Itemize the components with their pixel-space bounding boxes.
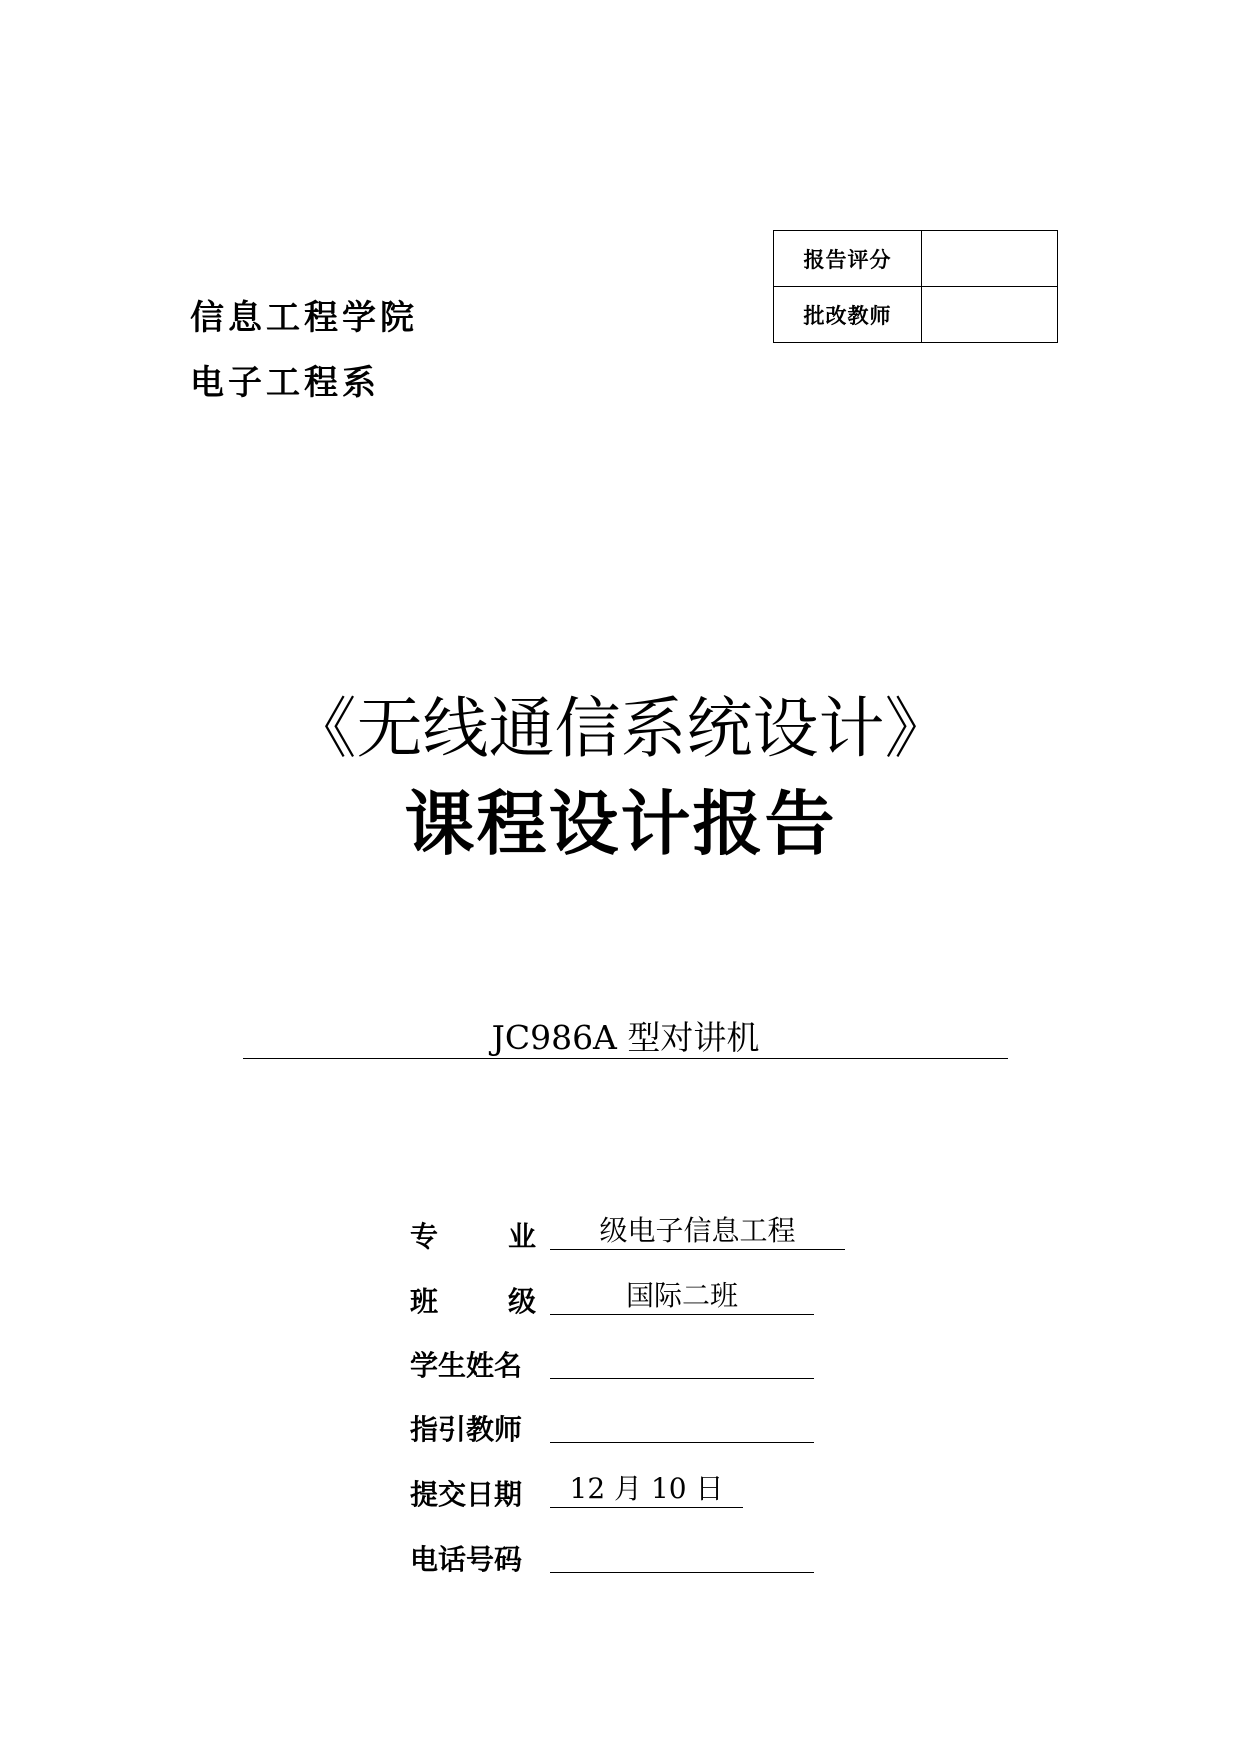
- score-table: [773, 230, 1058, 343]
- major-label-char-1: 专: [410, 1220, 439, 1253]
- reviewer-label: 批改教师: [774, 287, 922, 343]
- college-name: 信息工程学院: [190, 298, 418, 338]
- submit-date-label: 提交日期: [410, 1478, 523, 1511]
- report-title: 课程设计报告: [404, 783, 837, 865]
- submit-date-field: 12 月 10 日: [550, 1473, 743, 1508]
- reviewer-value: [922, 287, 1058, 343]
- phone-label: 电话号码: [410, 1543, 523, 1576]
- class-field: 国际二班: [550, 1280, 814, 1315]
- major-label: [410, 1215, 536, 1255]
- course-title: 《无线通信系统设计》: [290, 690, 951, 767]
- phone-field: [550, 1538, 814, 1573]
- department-name: 电子工程系: [190, 363, 380, 403]
- student-name-label: 学生姓名: [410, 1349, 523, 1382]
- advisor-field: [550, 1408, 814, 1443]
- project-topic: JC986A 型对讲机: [243, 1018, 1008, 1059]
- class-label: [410, 1280, 536, 1320]
- major-field: 级电子信息工程: [550, 1215, 845, 1250]
- reviewer-row: [774, 287, 1058, 343]
- score-row: [774, 231, 1058, 287]
- class-label-char-1: 班: [410, 1285, 439, 1318]
- student-name-field: [550, 1344, 814, 1379]
- score-value: [922, 231, 1058, 287]
- advisor-label: 指引教师: [410, 1413, 523, 1446]
- score-label: 报告评分: [774, 231, 922, 287]
- major-label-char-2: 业: [507, 1220, 536, 1253]
- class-label-char-2: 级: [507, 1285, 536, 1318]
